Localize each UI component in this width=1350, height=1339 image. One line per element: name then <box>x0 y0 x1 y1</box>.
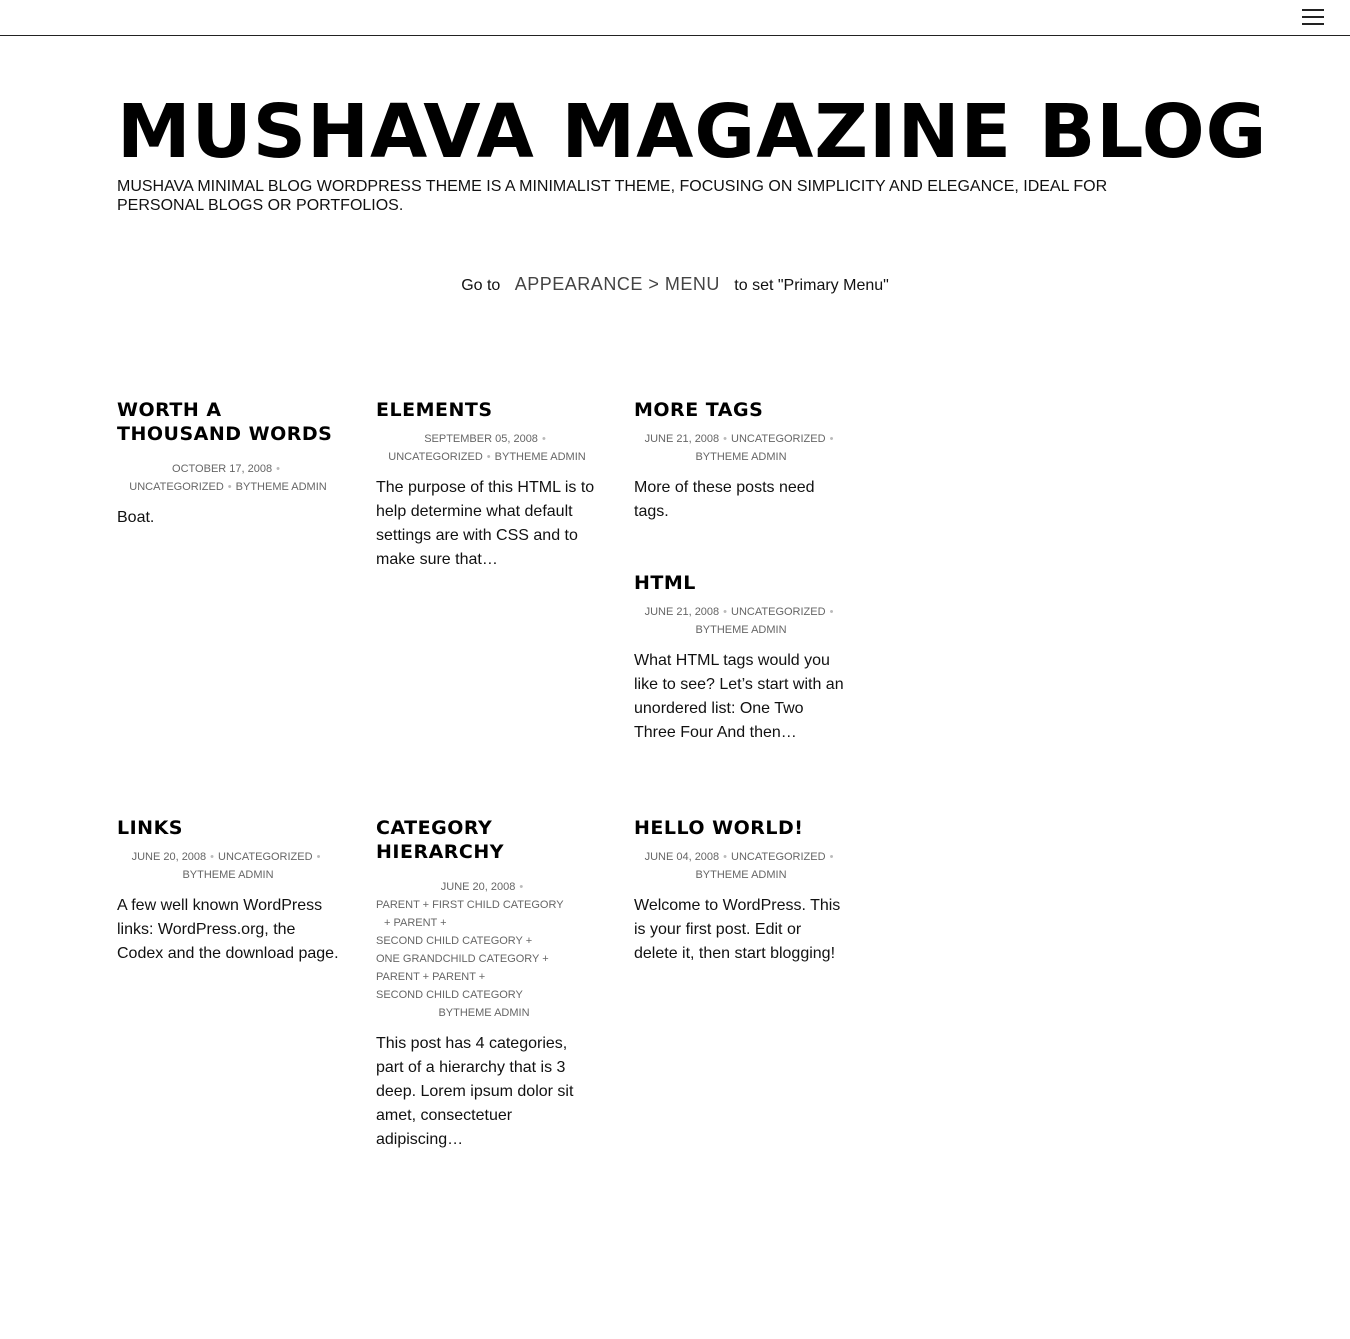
post-author[interactable]: BYTHEME ADMIN <box>235 481 327 493</box>
post-date[interactable]: OCTOBER 17, 2008 <box>172 463 273 475</box>
post-category[interactable]: UNCATEGORIZED <box>731 851 826 863</box>
post-author[interactable]: BYTHEME ADMIN <box>438 1007 530 1019</box>
post-title[interactable]: HTML <box>634 572 696 594</box>
post-card <box>117 398 339 530</box>
post-author[interactable]: BYTHEME ADMIN <box>695 624 787 636</box>
post-card <box>634 816 848 966</box>
post-meta <box>117 460 339 496</box>
post-date[interactable]: JUNE 20, 2008 <box>440 881 516 893</box>
post-title[interactable]: MORE TAGS <box>634 399 764 421</box>
top-bar <box>0 0 1350 36</box>
hamburger-line <box>1302 9 1324 11</box>
post-meta <box>634 848 848 884</box>
appearance-menu-link[interactable]: APPEARANCE > MENU <box>514 274 720 294</box>
post-meta <box>376 430 598 466</box>
meta-separator-icon: • <box>829 606 834 618</box>
post-date[interactable]: SEPTEMBER 05, 2008 <box>424 433 538 445</box>
post-category-line[interactable]: + PARENT + <box>384 917 447 929</box>
post-category[interactable]: UNCATEGORIZED <box>129 481 224 493</box>
hamburger-line <box>1302 16 1324 18</box>
post-category-line[interactable]: PARENT + PARENT + <box>376 971 486 983</box>
post-author[interactable]: BYTHEME ADMIN <box>695 451 787 463</box>
post-date[interactable]: JUNE 21, 2008 <box>644 606 720 618</box>
site-title[interactable]: MUSHAVA MAGAZINE BLOG <box>117 89 1268 175</box>
post-excerpt: More of these posts need tags. <box>634 479 815 520</box>
post-card <box>376 398 598 572</box>
post-excerpt: Welcome to WordPress. This is your first post. Edit or delete it, then start blogging! <box>634 897 841 962</box>
post-excerpt: What HTML tags would you like to see? Let’s start with an unordered list: One Two Three Four And then… <box>634 652 844 741</box>
hamburger-line <box>1302 23 1324 25</box>
post-card <box>634 398 848 524</box>
post-meta <box>634 603 848 639</box>
post-category-line[interactable]: SECOND CHILD CATEGORY <box>376 989 523 1001</box>
post-excerpt: The purpose of this HTML is to help determine what default settings are with CSS and to make sure that… <box>376 479 595 568</box>
post-excerpt: A few well known WordPress links: WordPress.org, the Codex and the download page. <box>117 897 339 962</box>
meta-separator-icon: • <box>723 433 728 445</box>
post-category[interactable]: UNCATEGORIZED <box>388 451 483 463</box>
post-title[interactable]: WORTH A THOUSAND WORDS <box>117 399 333 445</box>
post-date[interactable]: JUNE 20, 2008 <box>131 851 207 863</box>
post-category[interactable]: UNCATEGORIZED <box>731 606 826 618</box>
meta-separator-icon: • <box>276 463 280 475</box>
meta-separator-icon: • <box>486 451 491 463</box>
meta-separator-icon: • <box>316 851 321 863</box>
post-category[interactable]: UNCATEGORIZED <box>218 851 313 863</box>
menu-notice-suffix: to set "Primary Menu" <box>734 277 889 294</box>
menu-notice-prefix: Go to <box>461 277 501 294</box>
post-category-line[interactable]: SECOND CHILD CATEGORY + <box>376 935 533 947</box>
post-card <box>634 571 848 745</box>
post-category[interactable]: UNCATEGORIZED <box>731 433 826 445</box>
post-excerpt: This post has 4 categories, part of a hierarchy that is 3 deep. Lorem ipsum dolor sit amet, consectetuer adipiscing… <box>376 1035 574 1148</box>
meta-separator-icon: • <box>829 433 834 445</box>
post-title[interactable]: LINKS <box>117 817 183 839</box>
post-date[interactable]: JUNE 21, 2008 <box>644 433 720 445</box>
site-tagline: MUSHAVA MINIMAL BLOG WORDPRESS THEME IS A MINIMALIST THEME, FOCUSING ON SIMPLICITY AND ELEGANCE, IDEAL FOR PERSONAL BLOGS OR PORTFOLIOS. <box>117 178 1108 214</box>
post-meta <box>117 848 339 884</box>
post-meta <box>376 878 592 1022</box>
post-date[interactable]: JUNE 04, 2008 <box>644 851 720 863</box>
post-title[interactable]: CATEGORY HIERARCHY <box>376 817 505 863</box>
meta-separator-icon: • <box>541 433 546 445</box>
meta-separator-icon: • <box>210 851 215 863</box>
post-author[interactable]: BYTHEME ADMIN <box>494 451 586 463</box>
menu-notice <box>0 274 1350 295</box>
post-category-line[interactable]: ONE GRANDCHILD CATEGORY + <box>376 953 549 965</box>
post-card <box>376 816 592 1152</box>
post-title[interactable]: HELLO WORLD! <box>634 817 804 839</box>
meta-separator-icon: • <box>519 881 524 893</box>
hamburger-icon[interactable] <box>1302 9 1324 25</box>
post-author[interactable]: BYTHEME ADMIN <box>182 869 274 881</box>
meta-separator-icon: • <box>227 481 232 493</box>
meta-separator-icon: • <box>723 606 728 618</box>
post-category-line[interactable]: PARENT + FIRST CHILD CATEGORY <box>376 899 564 911</box>
post-author[interactable]: BYTHEME ADMIN <box>695 869 787 881</box>
post-meta <box>634 430 848 466</box>
meta-separator-icon: • <box>723 851 728 863</box>
post-excerpt: Boat. <box>117 509 155 526</box>
meta-separator-icon: • <box>829 851 834 863</box>
post-title[interactable]: ELEMENTS <box>376 399 493 421</box>
post-card <box>117 816 339 966</box>
